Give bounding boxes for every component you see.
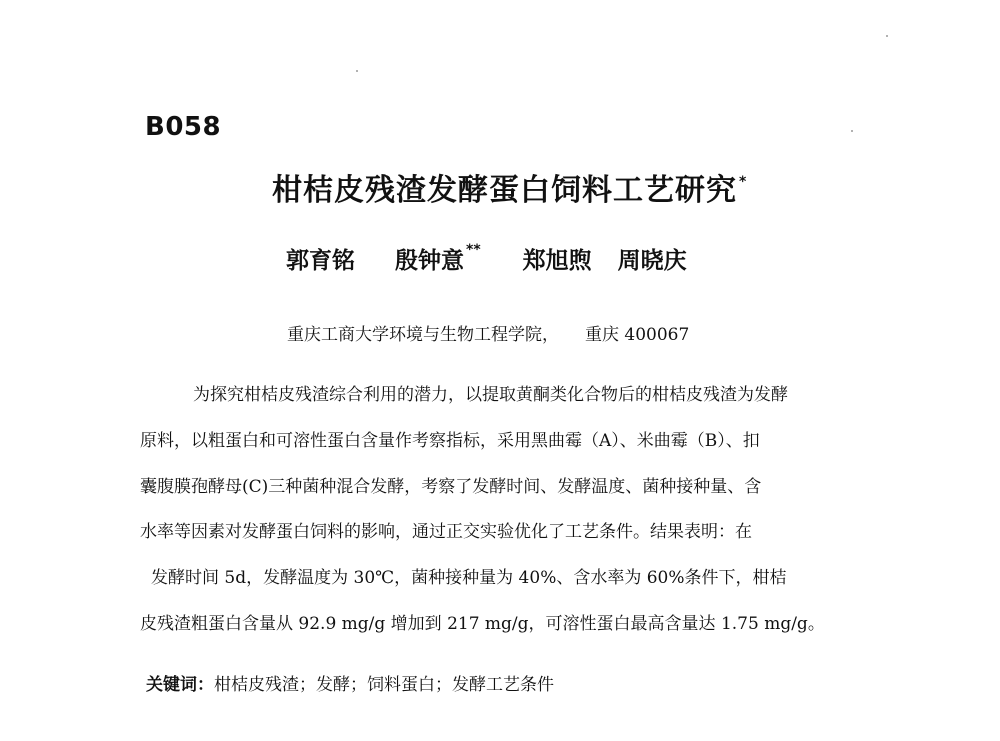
author — [395, 242, 481, 275]
author — [523, 242, 592, 275]
abstract-line: 囊腹膜孢酵母(C)三种菌种混合发酵，考察了发酵时间、发酵温度、菌种接种量、含 — [140, 477, 762, 497]
author-name: 郭育铭 — [286, 248, 355, 274]
title-footnote-mark: * — [739, 174, 748, 190]
affiliation-city-zip: 重庆 400067 — [585, 325, 690, 345]
abstract-line: 皮残渣粗蛋白含量从 92.9 mg/g 增加到 217 mg/g，可溶性蛋白最高含量达 1.75 mg/g。 — [140, 614, 825, 634]
abstract-line: 发酵时间 5d，发酵温度为 30℃，菌种接种量为 40%、含水率为 60%条件下，柑桔 — [151, 568, 787, 588]
keywords-text: 柑桔皮残渣；发酵；饲料蛋白；发酵工艺条件 — [214, 675, 554, 695]
abstract-line: 原料，以粗蛋白和可溶性蛋白含量作考察指标，采用黑曲霉（A）、米曲霉（B）、扣 — [140, 431, 760, 451]
author-name: 殷钟意 — [395, 248, 464, 274]
paper-code: B058 — [145, 112, 222, 142]
scan-speck — [851, 130, 853, 132]
keywords — [146, 670, 554, 695]
author-name: 郑旭煦 — [522, 248, 592, 274]
author — [286, 242, 355, 275]
abstract-line: 为探究柑桔皮残渣综合利用的潜力，以提取黄酮类化合物后的柑桔皮残渣为发酵 — [193, 385, 788, 405]
affiliation — [287, 320, 689, 345]
author-list — [286, 242, 687, 275]
affiliation-institution: 重庆工商大学环境与生物工程学院， — [287, 325, 559, 345]
scan-speck — [356, 70, 358, 72]
abstract-line: 水率等因素对发酵蛋白饲料的影响，通过正交实验优化了工艺条件。结果表明：在 — [140, 522, 752, 542]
author — [618, 242, 687, 275]
paper-title — [272, 165, 747, 209]
author-name: 周晓庆 — [617, 248, 687, 274]
title-text: 柑桔皮残渣发酵蛋白饲料工艺研究 — [272, 173, 737, 208]
author-footnote-mark: ** — [466, 242, 481, 258]
keywords-label: 关键词： — [146, 675, 214, 695]
scan-speck — [886, 35, 888, 37]
